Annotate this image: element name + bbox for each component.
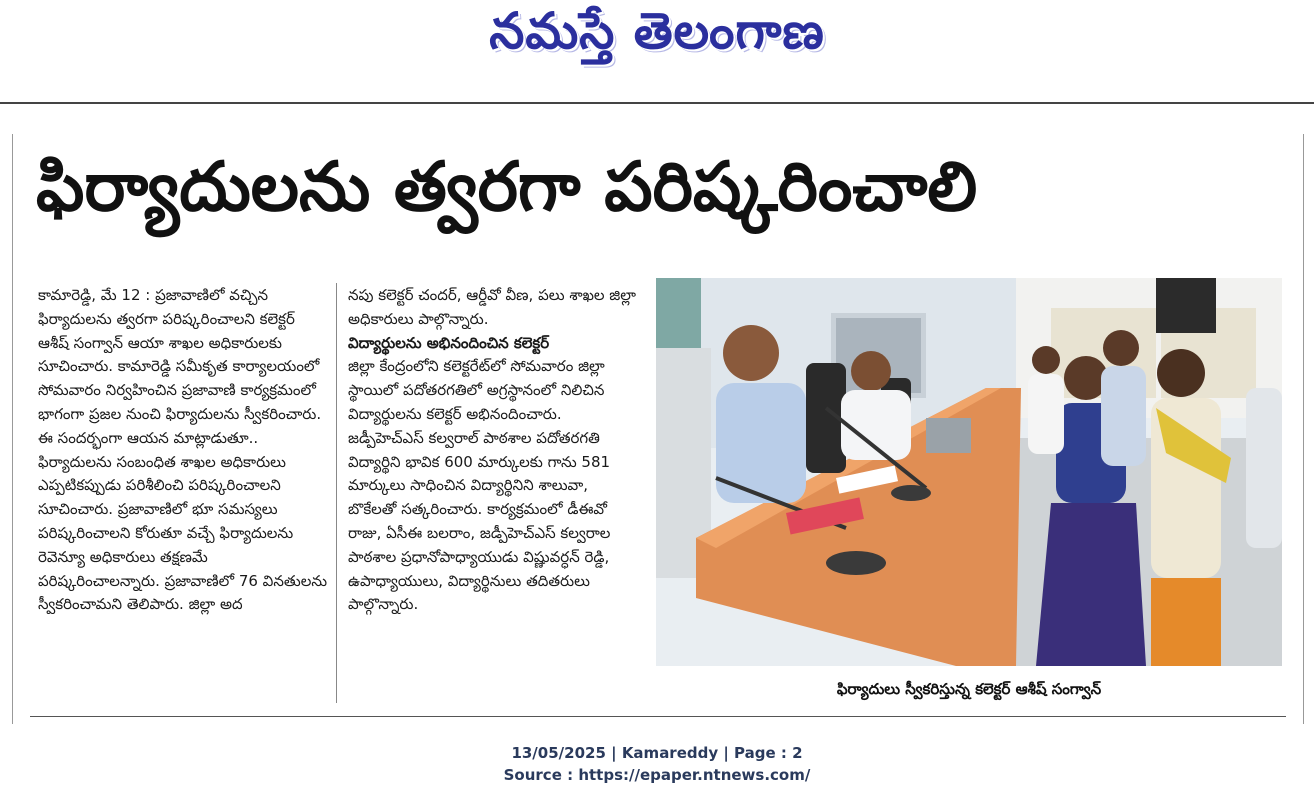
column-2-body: జిల్లా కేంద్రంలోని కలెక్టరేట్‌లో సోమవారం జిల్లా స్థాయిలో పదోతరగతిలో అగ్రస్థానంలో నిలిచిన విద్యార్థులను కలెక్టర్ అభినందించారు. జడ్పీహెచ్ఎస్ కల్వరాల్ పాఠశాల పదోతరగతి విద్యార్థిని భావిక 600 మార్కులకు గాను 581 మార్కులు సాధించిన విద్యార్థినిని శాలువా, బొకేలతో సత్కరించారు. కార్యక్రమంలో డీఈవో రాజు, ఏసీఈ బలరాం, జడ్పీహెచ్ఎస్ కల్వరాల పాఠశాల ప్రధానోపాధ్యాయుడు విష్ణువర్ధన్ రెడ్డి, ఉపాధ్యాయులు, విద్యార్థినులు తదితరులు పాల్గొన్నారు. — [348, 357, 611, 614]
article-subheading: విద్యార్థులను అభినందించిన కలెక్టర్ — [348, 333, 550, 352]
masthead — [0, 0, 1314, 96]
article-frame-left — [12, 134, 13, 724]
article-bottom-rule — [30, 716, 1286, 717]
source-link[interactable]: Source : https://epaper.ntnews.com/ — [503, 766, 811, 784]
news-photo — [656, 278, 1282, 666]
article-column-1 — [38, 284, 328, 617]
masthead-rule — [0, 102, 1314, 104]
edition-info: 13/05/2025 | Kamareddy | Page : 2 — [511, 744, 803, 762]
column-2-lead: నపు కలెక్టర్ చందర్, ఆర్డీవో వీణ, పలు శాఖల జిల్లా అధికారులు పాల్గొన్నారు. — [348, 286, 636, 328]
article-column-2 — [348, 284, 640, 617]
article-frame-right — [1303, 134, 1304, 724]
column-1-text: కామారెడ్డి, మే 12 : ప్రజావాణిలో వచ్చిన ఫిర్యాదులను త్వరగా పరిష్కరించాలని కలెక్టర్ ఆశీష్ సంగ్వాన్ ఆయా శాఖల అధికారులకు సూచించారు. కామారెడ్డి సమీకృత కార్యాలయంలో సోమవారం నిర్వహించిన ప్రజావాణి కార్యక్రమంలో భాగంగా ప్రజల నుంచి ఫిర్యాదులను స్వీకరించారు. ఈ సందర్భంగా ఆయన మాట్లాడుతూ.. ఫిర్యాదులను సంబంధిత శాఖల అధికారులు ఎప్పటికప్పుడు పరిశీలించి పరిష్కరించాలని సూచించారు. ప్రజావాణిలో భూ సమస్యలు పరిష్కరించాలని కోరుతూ వచ్చే ఫిర్యాదులను రెవెన్యూ అధికారులు తక్షణమే పరిష్కరించాలన్నారు. ప్రజావాణిలో 76 వినతులను స్వీకరించామని తెలిపారు. జిల్లా అద — [38, 286, 328, 614]
newspaper-logo: నమస్తే తెలంగాణ — [489, 2, 825, 60]
column-divider — [336, 283, 337, 703]
photo-caption: ఫిర్యాదులు స్వీకరిస్తున్న కలెక్టర్ ఆశీష్ సంగ్వాన్ — [836, 680, 1102, 698]
article-headline: ఫిర్యాదులను త్వరగా పరిష్కరించాలి — [36, 148, 978, 227]
meeting-photo-illustration — [656, 278, 1282, 666]
